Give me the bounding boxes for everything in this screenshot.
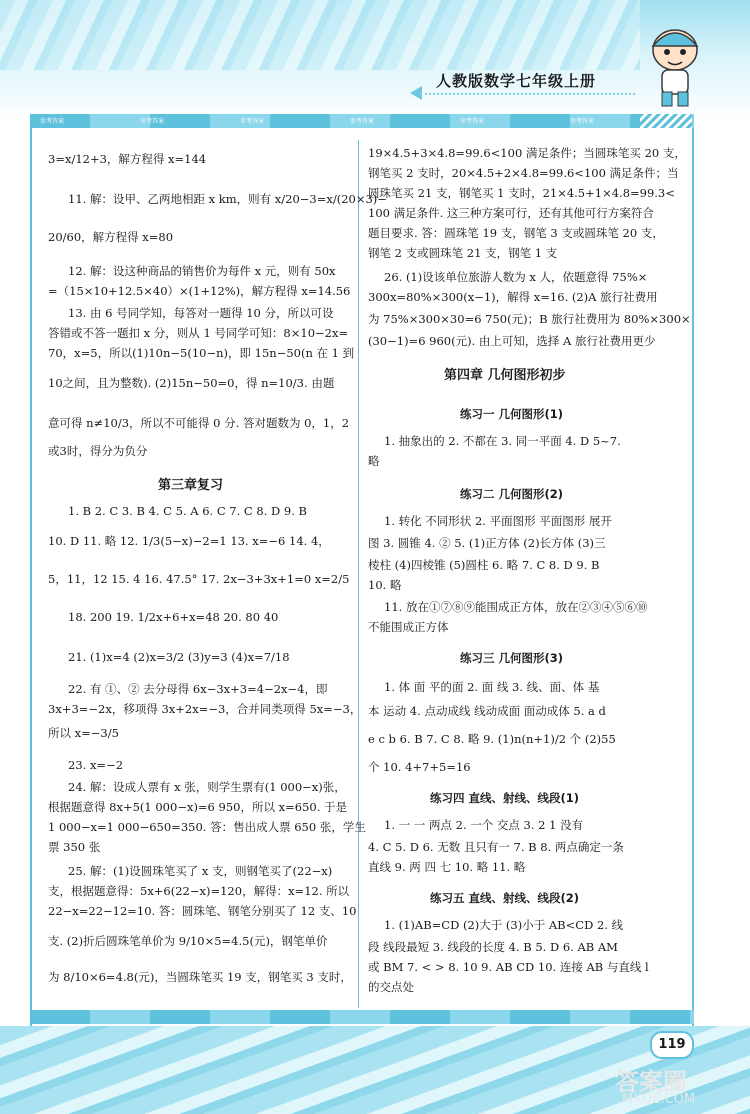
chapter-review-heading: 第三章复习 (158, 478, 224, 493)
answer-line: e c b 6. B 7. C 8. 略 9. (1)n(n+1)/2 个 (2)55 (368, 732, 616, 746)
answer-line: 23. x=−2 (68, 758, 124, 772)
section-heading: 练习二 几何图形(2) (460, 487, 564, 501)
answer-line: 支. (2)折后圆珠笔单价为 9/10×5=4.5(元)，钢笔单价 (48, 934, 328, 948)
answer-line: 20/60，解方程得 x=80 (48, 230, 174, 244)
watermark-logo: 答案圈 (615, 1068, 687, 1096)
answer-line: 1. B 2. C 3. B 4. C 5. A 6. C 7. C 8. D 9. B (68, 504, 307, 518)
answer-line: 10之间，且为整数). (2)15n−50=0，得 n=10/3. 由题 (48, 376, 335, 390)
answer-line: 为 75%×300×30=6 750(元)；B 旅行社费用为 80%×300× (368, 312, 691, 326)
answer-line: 3=x/12+3，解方程得 x=144 (48, 152, 207, 166)
answer-line: (30−1)=6 960(元). 由上可知，选择 A 旅行社费用更少 (368, 334, 656, 348)
answer-line: 直线 9. 两 四 七 10. 略 11. 略 (368, 860, 526, 874)
answer-line: 根据题意得 8x+5(1 000−x)=6 950，所以 x=650. 于是 (48, 800, 348, 814)
band-label: 参考答案 (140, 118, 165, 125)
answer-line: 或 BM 7. < > 8. 10 9. AB CD 10. 连接 AB 与直线 l (368, 960, 649, 974)
band-label: 参考答案 (570, 118, 595, 125)
page-header (0, 0, 750, 120)
answer-line: 300x=80%×300(x−1)，解得 x=16. (2)A 旅行社费用 (368, 290, 658, 304)
answer-line: 所以 x=−3/5 (48, 726, 119, 740)
column-divider (358, 140, 359, 1008)
answer-line: 1 000−x=1 000−650=350. 答：售出成人票 650 张，学生 (48, 820, 366, 834)
answer-line: 答错或不答一题扣 x 分，则从 1 号同学可知：8×10−2x= (48, 326, 349, 340)
cartoon-boy-mascot-icon (640, 20, 710, 110)
answer-line: 25. 解：(1)设圆珠笔买了 x 支，则钢笔买了(22−x) (68, 864, 333, 878)
answer-line: 票 350 张 (48, 840, 101, 854)
answer-line: 13. 由 6 号同学知，每答对一题得 10 分，所以可设 (68, 306, 334, 320)
corner-stripes (640, 114, 692, 128)
answer-line: 10. D 11. 略 12. 1/3(5−x)−2=1 13. x=−6 14. 4， (48, 534, 330, 548)
answer-line: 5，11，12 15. 4 16. 47.5° 17. 2x−3+3x+1=0 x=2/5 (48, 572, 350, 586)
answer-line: 支，根据题意得：5x+6(22−x)=120，解得：x=12. 所以 (48, 884, 350, 898)
answer-line: 100 满足条件. 这三种方案可行，还有其他可行方案符合 (368, 206, 654, 220)
answer-line: 22. 有 ①、② 去分母得 6x−3x+3=4−2x−4，即 (68, 682, 328, 696)
answer-line: 略 (368, 454, 380, 468)
header-decoration (0, 0, 640, 70)
section-heading: 练习五 直线、射线、线段(2) (430, 891, 580, 905)
answer-line: 1. 抽象出的 2. 不都在 3. 同一平面 4. D 5~7. (384, 434, 621, 448)
answer-line: 段 线段最短 3. 线段的长度 4. B 5. D 6. AB AM (368, 940, 618, 954)
answer-line: 本 运动 4. 点动成线 线动成面 面动成体 5. a d (368, 704, 606, 718)
answer-line: 11. 解：设甲、乙两地相距 x km，则有 x/20−3=x/(20×3)− (68, 192, 387, 206)
band-label: 参考答案 (240, 118, 265, 125)
answer-line: 钢笔 2 支或圆珠笔 21 支，钢笔 1 支 (368, 246, 558, 260)
answer-line: 21. (1)x=4 (2)x=3/2 (3)y=3 (4)x=7/18 (68, 650, 290, 664)
answer-line: 4. C 5. D 6. 无数 且只有一 7. B 8. 两点确定一条 (368, 840, 624, 854)
answer-line: =（15×10+12.5×40）×(1+12%)，解方程得 x=14.56 (48, 284, 351, 298)
answer-line: 不能围成正方体 (368, 620, 449, 634)
answer-line: 个 10. 4+7+5=16 (368, 760, 471, 774)
answer-line: 24. 解：设成人票有 x 张，则学生票有(1 000−x)张， (68, 780, 346, 794)
answer-line: 11. 放在①⑦⑧⑨能围成正方体，放在②③④⑤⑥⑩ (384, 600, 648, 614)
answer-line: 1. (1)AB=CD (2)大于 (3)小于 AB<CD 2. 线 (384, 918, 624, 932)
answer-line: 意可得 n≠10/3，所以不可能得 0 分. 答对题数为 0，1，2 (48, 416, 350, 430)
answer-line: 10. 略 (368, 578, 402, 592)
band-label: 参考答案 (350, 118, 375, 125)
band-label: 参考答案 (460, 118, 485, 125)
answer-line: 1. 一 一 两点 2. 一个 交点 3. 2 1 没有 (384, 818, 584, 832)
answer-line: 3x+3=−2x，移项得 3x+2x=−3，合并同类项得 5x=−3， (48, 702, 362, 716)
answer-line: 26. (1)设该单位旅游人数为 x 人，依题意得 75%× (384, 270, 648, 284)
chapter-4-heading: 第四章 几何图形初步 (444, 368, 566, 383)
page-number: 119 (650, 1031, 694, 1059)
watermark-url: MXQE.COM (622, 1092, 696, 1107)
answer-line: 图 3. 圆锥 4. ② 5. (1)正方体 (2)长方体 (3)三 (368, 536, 606, 550)
section-heading: 练习一 几何图形(1) (460, 407, 564, 421)
answer-line: 18. 200 19. 1/2x+6+x=48 20. 80 40 (68, 610, 279, 624)
answer-line: 圆珠笔买 21 支，钢笔买 1 支时，21×4.5+1×4.8=99.3< (368, 186, 675, 200)
answer-line: 钢笔买 2 支时，20×4.5+2×4.8=99.6<100 满足条件；当 (368, 166, 679, 180)
answer-line: 22−x=22−12=10. 答：圆珠笔、钢笔分别买了 12 支、10 (48, 904, 357, 918)
band-label: 参考答案 (40, 118, 65, 125)
section-heading: 练习四 直线、射线、线段(1) (430, 791, 580, 805)
answer-line: 题目要求. 答：圆珠笔 19 支，钢笔 3 支或圆珠笔 20 支， (368, 226, 664, 240)
answer-line: 70，x=5，所以(1)10n−5(10−n)，即 15n−50(n 在 1 到 (48, 346, 355, 360)
section-heading: 练习三 几何图形(3) (460, 651, 564, 665)
answer-line: 为 8/10×6=4.8(元)，当圆珠笔买 19 支，钢笔买 3 支时， (48, 970, 352, 984)
answer-line: 1. 转化 不同形状 2. 平面图形 平面图形 展开 (384, 514, 612, 528)
top-band (30, 114, 694, 128)
header-rule (420, 93, 635, 95)
bottom-band (30, 1010, 694, 1024)
answer-line: 1. 体 面 平的面 2. 面 线 3. 线、面、体 基 (384, 680, 600, 694)
answer-line: 12. 解：设这种商品的销售价为每件 x 元，则有 50x (68, 264, 336, 278)
answer-line: 棱柱 (4)四棱锥 (5)圆柱 6. 略 7. C 8. D 9. B (368, 558, 600, 572)
answer-line: 19×4.5+3×4.8=99.6<100 满足条件；当圆珠笔买 20 支， (368, 146, 686, 160)
book-title: 人教版数学七年级上册 (436, 72, 597, 90)
answer-line: 或3时，得分为负分 (48, 444, 148, 458)
answer-line: 的交点处 (368, 980, 414, 994)
